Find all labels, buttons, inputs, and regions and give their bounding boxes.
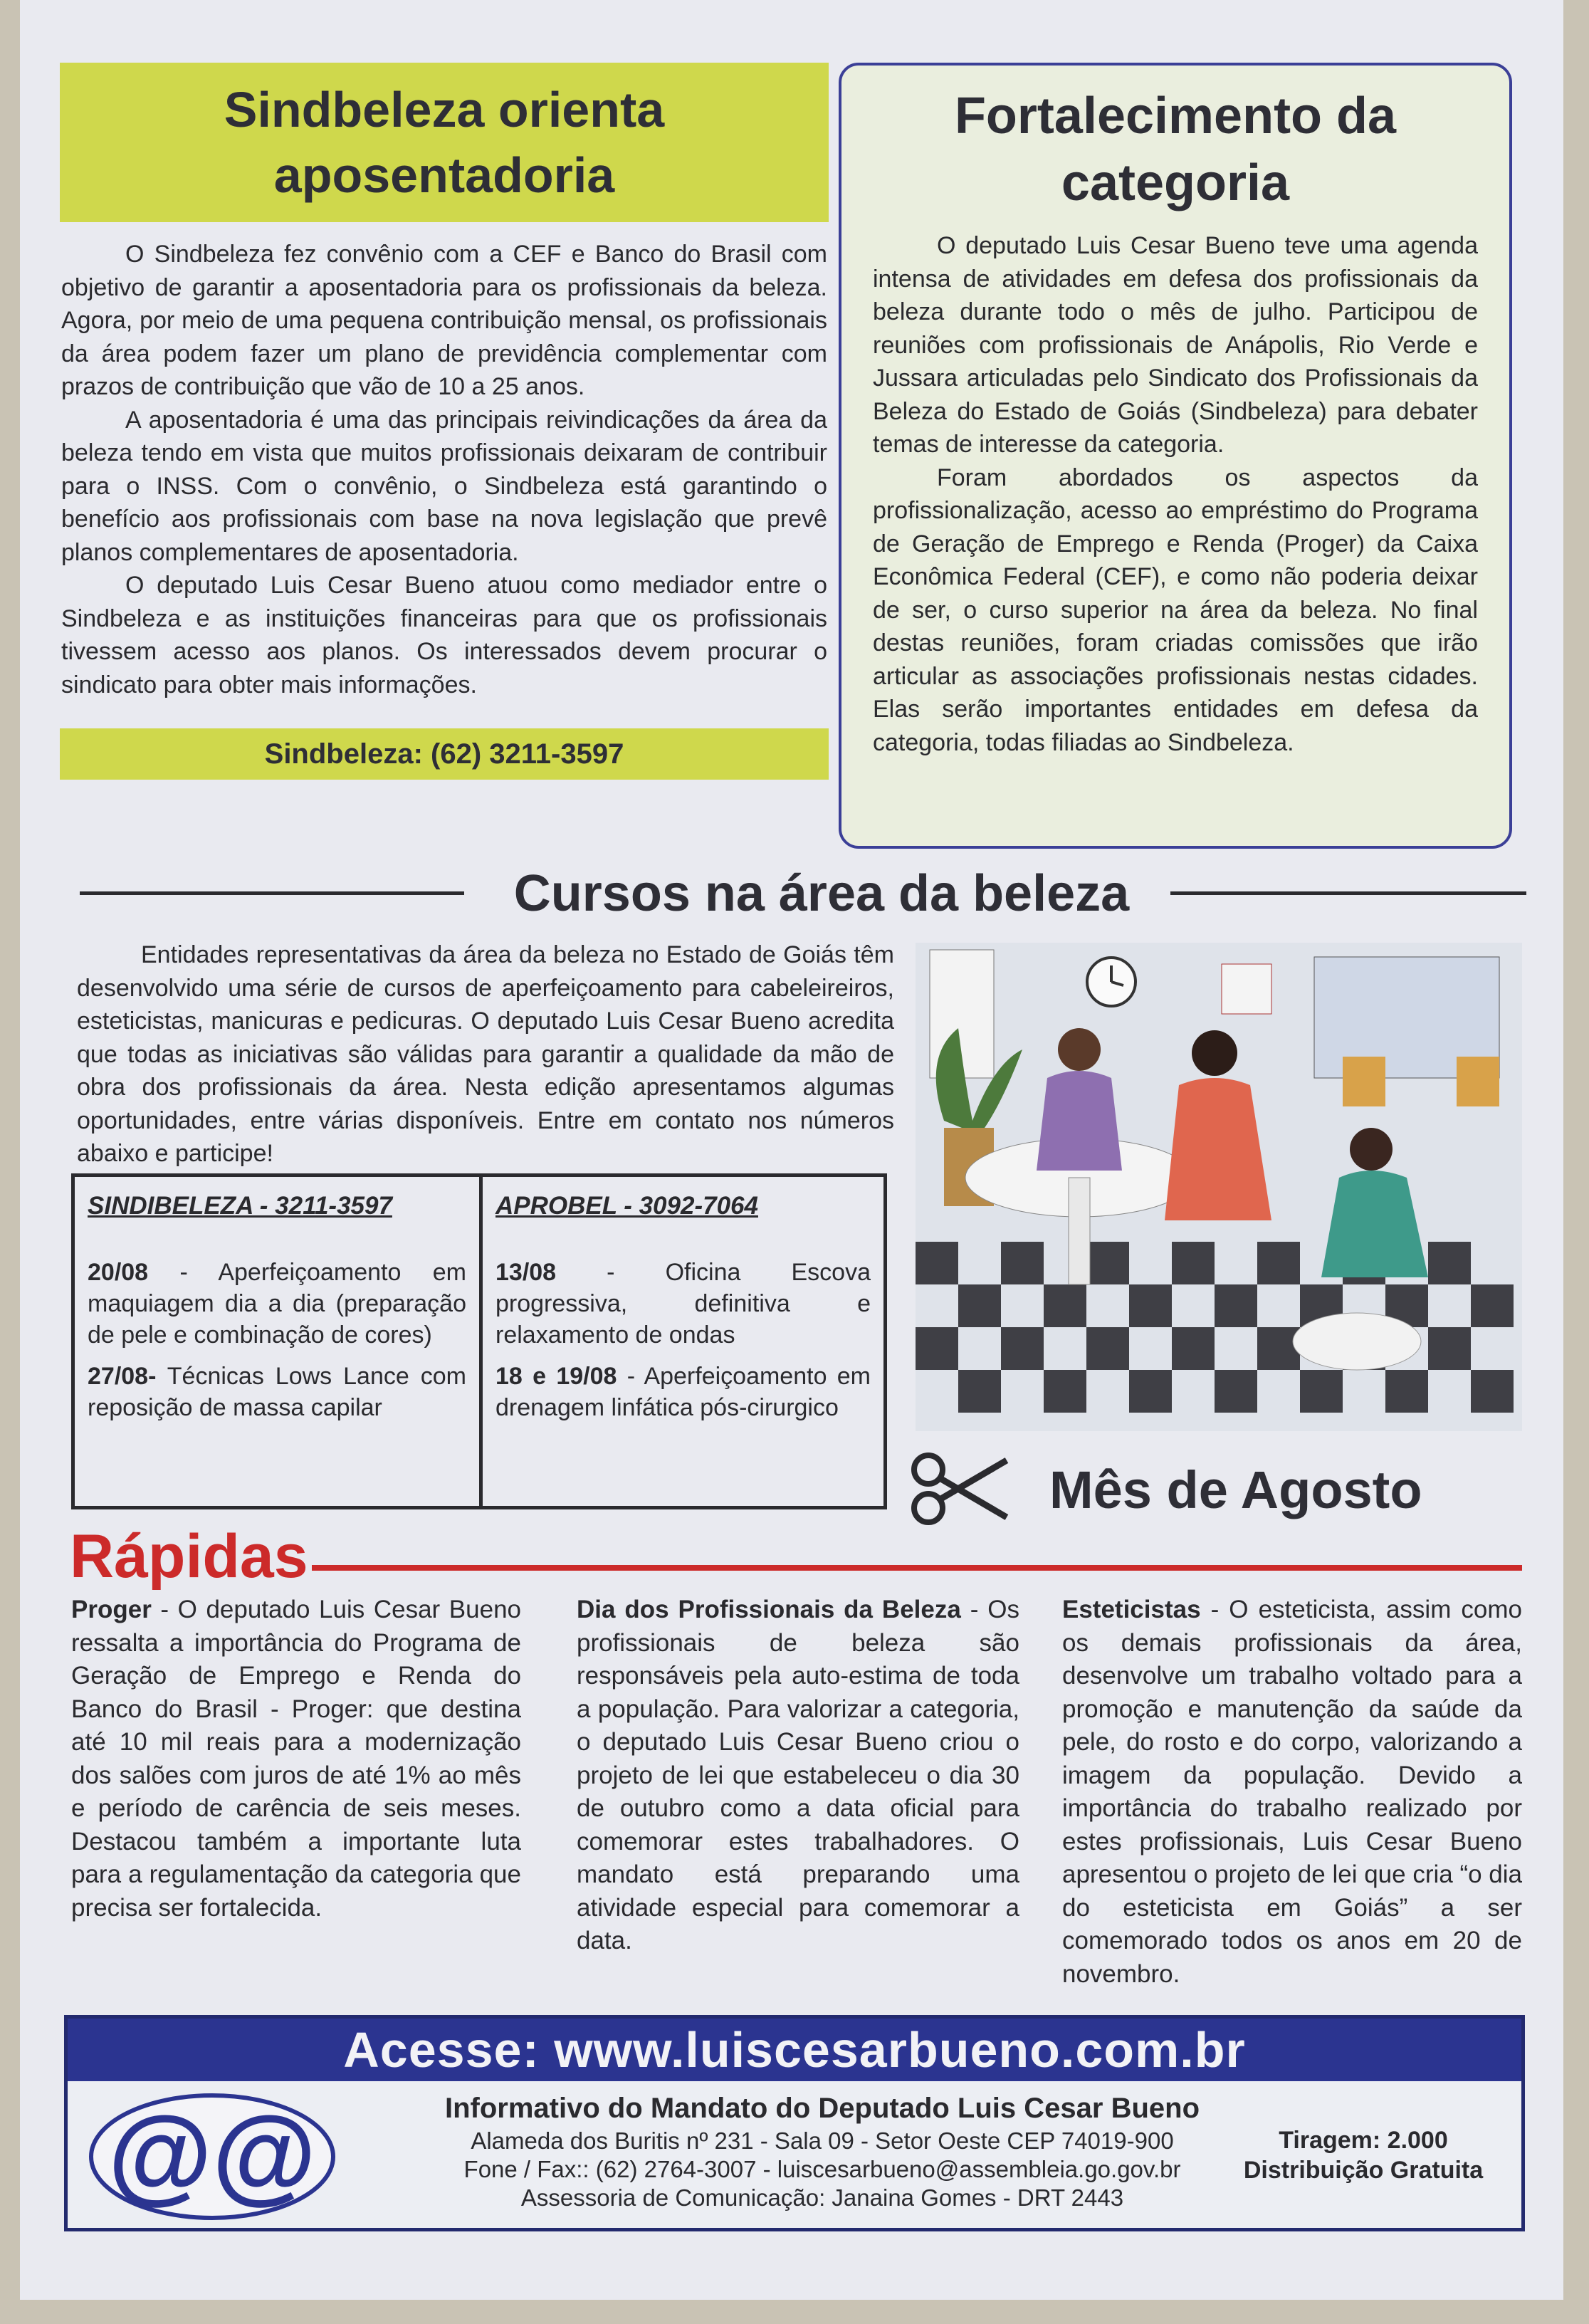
- paragraph: O deputado Luis Cesar Bueno teve uma agenda intensa de atividades em defesa dos profissionais da beleza durante todo o mês de julho. Participou de reuniões com profissionais de Anápolis, Rio Verde e Jussara articuladas pelo Sindicato dos Profissionais da Beleza do Estado de Goiás (Sindbeleza) para debater temas de interesse da categoria.: [873, 232, 1478, 458]
- newsletter-page: [20, 0, 1563, 2300]
- course-entry: [495, 1361, 871, 1423]
- course-text: - Oficina Escova progressiva, definitiva e relaxamento de ondas: [495, 1259, 871, 1349]
- cursos-intro: [77, 938, 894, 1171]
- item-text: - O esteticista, assim como os demais profissionais da área, desenvolve um trabalho voltado para a promoção e manutenção da saúde da pele, do rosto e do corpo, valorizando a imagem da população. Devido a importância do trabalho realizado por estes profissionais, Luis Cesar Bueno apresentou o projeto de lei que cria “o dia do esteticista em Goiás” a ser comemorado todos os anos em 20 de novembro.: [1062, 1596, 1522, 1988]
- rapidas-item-proger: [71, 1593, 521, 1925]
- course-date: 18 e 19/08: [495, 1363, 617, 1390]
- course-text: Técnicas Lows Lance com reposição de massa capilar: [88, 1363, 466, 1421]
- article-aposentadoria: [60, 63, 829, 780]
- article-fortalecimento: [839, 63, 1512, 849]
- heading-rule: [312, 1565, 1522, 1571]
- paragraph: [71, 1593, 521, 1925]
- footer-credit: Assessoria de Comunicação: Janaina Gomes - DRT 2443: [520, 2184, 1124, 2211]
- course-entry: [88, 1361, 466, 1423]
- paragraph: [577, 1593, 1019, 1958]
- course-date: 27/08-: [88, 1363, 157, 1390]
- print-run: Tiragem: 2.000: [1279, 2127, 1448, 2154]
- item-lead: Proger: [71, 1596, 152, 1623]
- at-sign-logo-icon: [88, 2093, 337, 2221]
- article-title: Sindbeleza orienta aposentadoria: [224, 82, 665, 203]
- footer: [64, 2015, 1525, 2231]
- logo-text: @@: [107, 2094, 317, 2214]
- item-text: - O deputado Luis Cesar Bueno ressalta a importância do Programa de Geração de Emprego e Renda do Banco do Brasil - Proger: que destina até 10 mil reais para a modernização dos salões com juros de até 1% ao mês e período de carência de seis meses. Destacou também a importante luta para a regulamentação da categoria que precisa ser fortalecida.: [71, 1596, 521, 1922]
- paragraph: O Sindbeleza fez convênio com a CEF e Banco do Brasil com objetivo de garantir a aposentadoria para os profissionais da beleza. Agora, por meio de uma pequena contribuição mensal, os profissionais da área podem fazer um plano de previdência complementar com prazos de contribuição que vão de 10 a 25 anos.: [61, 241, 827, 400]
- item-text: - Os profissionais de beleza são responsáveis pela auto-estima de toda a população. Para valorizar a categoria, o deputado Luis Cesar Bueno criou o projeto de lei que estabeleceu o dia 30 de outubro como a data oficial para comemorar estes trabalhadores. O mandato está preparando uma atividade especial para comemorar a data.: [577, 1596, 1020, 1954]
- footer-print-info: [1214, 2125, 1513, 2185]
- paragraph: O deputado Luis Cesar Bueno atuou como mediador entre o Sindbeleza e as instituições financeiras para que os profissionais tivessem acesso aos planos. Os interessados devem procurar o sindicato para obter mais informações.: [61, 572, 827, 698]
- article-body: [873, 229, 1478, 759]
- item-lead: Dia dos Profissionais da Beleza: [577, 1596, 961, 1623]
- footer-contact: Fone / Fax:: (62) 2764-3007 - luiscesarbueno@assembleia.go.gov.br: [463, 2156, 1181, 2182]
- paragraph: Foram abordados os aspectos da profissionalização, acesso ao empréstimo do Programa de Geração de Emprego e Renda (Proger) da Caixa Econômica Federal (CEF), e como não poderia deixar de ser, o curso superior na área da beleza. No final destas reuniões, foram criadas comissões que irão articular as associações profissionais nestas cidades. Elas serão importantes entidades em defesa da categoria, todas filiadas ao Sindbeleza.: [873, 464, 1478, 756]
- article-title: Fortalecimento da categoria: [954, 88, 1397, 211]
- website-banner: Acesse: www.luiscesarbueno.com.br: [68, 2019, 1521, 2081]
- course-date: 20/08: [88, 1259, 149, 1286]
- section-heading-cursos: [60, 862, 1526, 926]
- course-text: - Aperfeiçoamento em drenagem linfática pós-cirurgico: [495, 1363, 871, 1421]
- article-title-band: [60, 63, 829, 222]
- item-lead: Esteticistas: [1062, 1596, 1201, 1623]
- footer-info: [367, 2090, 1278, 2212]
- article-body: [60, 238, 829, 701]
- month-label: Mês de Agosto: [1049, 1460, 1422, 1519]
- heading-rule-left: [80, 891, 464, 895]
- section-title: Rápidas: [70, 1522, 308, 1591]
- footer-heading: Informativo do Mandato do Deputado Luis Cesar Bueno: [444, 2093, 1200, 2124]
- course-column-header: APROBEL - 3092-7064: [495, 1192, 758, 1220]
- rapidas-item-esteticistas: [1062, 1593, 1522, 1991]
- course-column-sindibeleza: [75, 1177, 479, 1506]
- course-column-aprobel: [479, 1177, 883, 1506]
- phone-band: Sindbeleza: (62) 3211-3597: [60, 728, 829, 780]
- footer-address: Alameda dos Buritis nº 231 - Sala 09 - Setor Oeste CEP 74019-900: [471, 2127, 1174, 2154]
- course-entry: [88, 1257, 466, 1351]
- course-date: 13/08: [495, 1259, 557, 1286]
- course-text: - Aperfeiçoamento em maquiagem dia a dia (preparação de pele e combinação de cores): [88, 1259, 466, 1349]
- salon-illustration: [916, 943, 1522, 1431]
- scissors-icon: [907, 1450, 1014, 1528]
- rapidas-item-dia-profissionais: [577, 1593, 1019, 1958]
- section-heading-rapidas: [70, 1521, 1529, 1592]
- course-column-header: SINDIBELEZA - 3211-3597: [88, 1192, 392, 1220]
- paragraph: A aposentadoria é uma das principais reivindicações da área da beleza tendo em vista que muitos profissionais deixaram de contribuir para o INSS. Com o convênio, o Sindbeleza está garantindo o benefício aos profissionais com base na nova legislação que prevê planos complementares de aposentadoria.: [61, 406, 827, 566]
- distribution: Distribuição Gratuita: [1243, 2157, 1484, 2184]
- paragraph: Entidades representativas da área da beleza no Estado de Goiás têm desenvolvido uma série de cursos de aperfeiçoamento para cabeleireiros, esteticistas, manicuras e pedicuras. O deputado Luis Cesar Bueno acredita que todas as iniciativas são válidas para garantir a qualidade da mão de obra dos profissionais da área. Nesta edição apresentamos algumas oportunidades, entre várias disponíveis. Entre em contato nos números abaixo e participe!: [77, 941, 894, 1167]
- section-title: Cursos na área da beleza: [513, 865, 1130, 922]
- paragraph: [1062, 1593, 1522, 1991]
- heading-rule-right: [1170, 891, 1526, 895]
- course-entry: [495, 1257, 871, 1351]
- course-table: [71, 1173, 887, 1509]
